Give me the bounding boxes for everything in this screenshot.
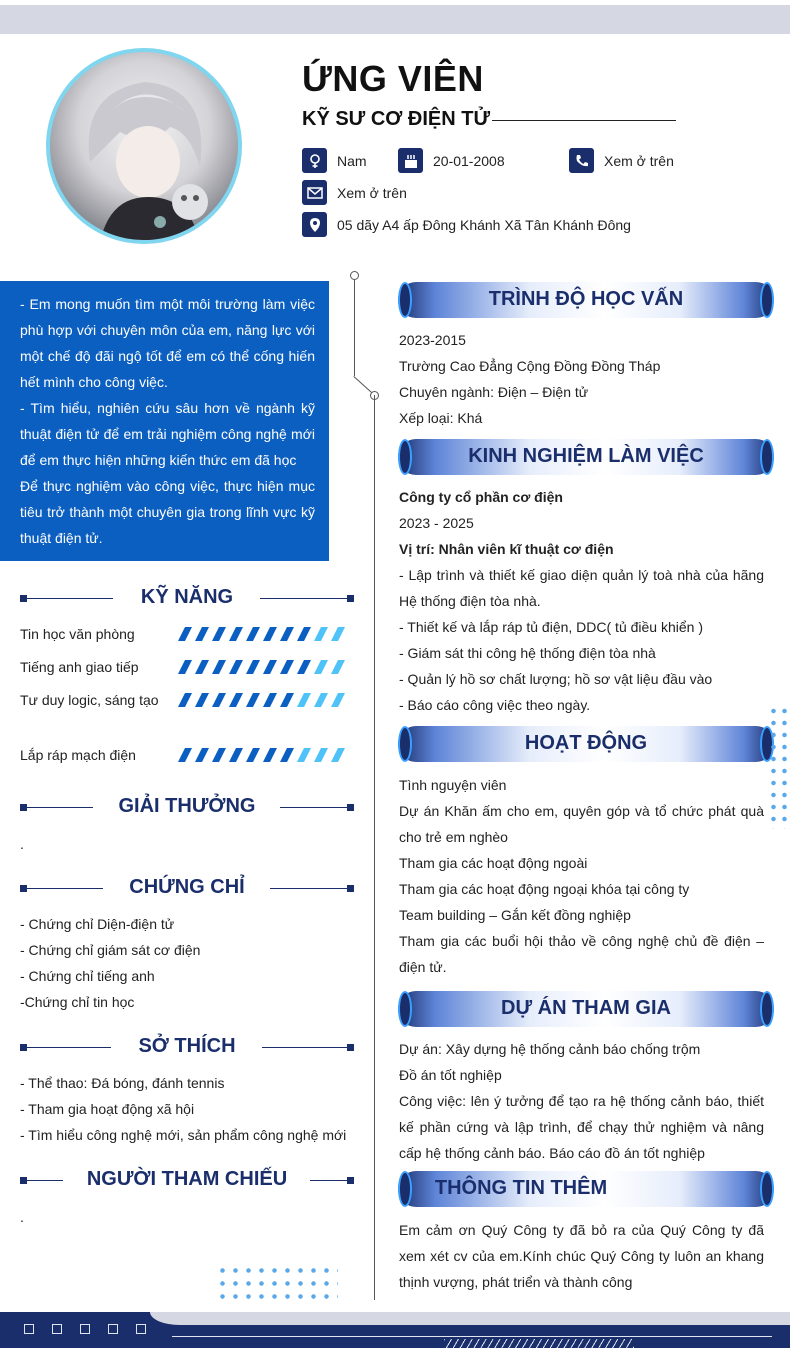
experience-position: Vị trí: Nhân viên kĩ thuật cơ điện [399, 541, 614, 557]
activity-item: Team building – Gắn kết đồng nghiệp [399, 907, 631, 923]
extra-info-title: THÔNG TIN THÊM [434, 1177, 608, 1199]
education-school: Trường Cao Đẳng Cộng Đồng Đồng Tháp [399, 358, 661, 374]
gender-value: Nam [337, 153, 367, 169]
certificate-item: -Chứng chỉ tin học [20, 994, 135, 1010]
hobbies-header [20, 1033, 354, 1063]
objective-paragraph: Để thực nghiệm vào công việc, thực hiện mục tiêu trở thành một chuyên gia trong lĩnh vực kỹ thuật điện tử. [20, 478, 315, 546]
top-band [0, 5, 790, 34]
skill-bar-segment [178, 660, 192, 674]
awards-content: . [20, 836, 24, 852]
email-icon [302, 180, 327, 205]
education-major: Chuyên ngành: Điện – Điện tử [399, 384, 589, 400]
education-grade: Xếp loại: Khá [399, 410, 483, 426]
skill-bar [176, 748, 346, 762]
career-objective [0, 281, 329, 561]
skill-bar-segment [229, 627, 243, 641]
address-value: 05 dãy A4 ấp Đông Khánh Xã Tân Khánh Đông [337, 217, 631, 233]
certificate-item: - Chứng chỉ Diện-điện tử [20, 916, 175, 932]
skill-bar-segment [314, 660, 328, 674]
skill-bar-segment [229, 660, 243, 674]
skill-bar-segment [297, 660, 311, 674]
references-header [20, 1166, 354, 1196]
skill-bar-segment [263, 693, 277, 707]
skills-header [20, 584, 354, 614]
skill-bar-segment [331, 660, 345, 674]
activities-header [398, 726, 774, 762]
skill-bar-segment [314, 627, 328, 641]
experience-task: - Quản lý hồ sơ chất lượng; hồ sơ vật liệu đầu vào [399, 671, 713, 687]
references-content: . [20, 1209, 24, 1225]
project-item: Đồ án tốt nghiệp [399, 1067, 502, 1083]
experience-content [399, 484, 764, 718]
avatar [46, 48, 242, 244]
projects-content [399, 1036, 764, 1166]
skill-name: Tin học văn phòng [20, 626, 135, 642]
references-title: NGƯỜI THAM CHIẾU [86, 1168, 288, 1190]
objective-paragraph: - Tìm hiểu, nghiên cứu sâu hơn về ngành kỹ thuật điện tử để em trải nghiệm công nghệ mới để em thực hiện những kiến thức em đã học [20, 400, 315, 468]
hobby-item: - Thể thao: Đá bóng, đánh tennis [20, 1075, 225, 1091]
footer-square [136, 1324, 146, 1334]
skill-bar-segment [178, 627, 192, 641]
projects-title: DỰ ÁN THAM GIA [501, 997, 671, 1019]
experience-period: 2023 - 2025 [399, 515, 474, 531]
skill-bar-segment [297, 693, 311, 707]
activities-content [399, 772, 764, 980]
skill-bar-segment [280, 627, 294, 641]
skill-bar-segment [246, 627, 260, 641]
candidate-name: ỨNG VIÊN [302, 58, 484, 99]
hobby-item: - Tham gia hoạt động xã hội [20, 1101, 195, 1117]
activity-item: Tham gia các hoạt động ngoài [399, 855, 588, 871]
skill-bar-segment [212, 627, 226, 641]
skill-bar-segment [178, 748, 192, 762]
education-title: TRÌNH ĐỘ HỌC VẤN [488, 288, 684, 310]
skill-name: Lắp ráp mạch điện [20, 747, 136, 763]
activity-item: Tham gia các buổi hội thảo về công nghệ chủ đề điện – điện tử. [399, 933, 764, 975]
experience-task: - Lập trình và thiết kế giao diện quản lý toà nhà của hãng Hệ thống điện tòa nhà. [399, 567, 764, 609]
experience-title: KINH NGHIỆM LÀM VIỆC [468, 445, 704, 467]
awards-title: GIẢI THƯỞNG [118, 795, 256, 817]
skill-bar-segment [280, 660, 294, 674]
extra-info-header [398, 1171, 774, 1207]
skill-bar [176, 627, 346, 641]
skill-bar-segment [263, 627, 277, 641]
skill-bar-segment [331, 627, 345, 641]
skill-bar-segment [212, 660, 226, 674]
skill-bar-segment [331, 748, 345, 762]
activity-item: Dự án Khăn ấm cho em, quyên góp và tổ chức phát quà cho trẻ em nghèo [399, 803, 764, 845]
skill-bar [176, 660, 346, 674]
footer-hatch [444, 1339, 634, 1348]
skill-bar-segment [229, 748, 243, 762]
certificate-item: - Chứng chỉ tiếng anh [20, 968, 155, 984]
location-pin-icon [302, 212, 327, 237]
projects-header [398, 991, 774, 1027]
footer-line [172, 1336, 772, 1337]
experience-company: Công ty cổ phần cơ điện [399, 489, 563, 505]
skill-name: Tư duy logic, sáng tạo [20, 692, 159, 708]
gender-icon [302, 148, 327, 173]
skill-bar-segment [195, 748, 209, 762]
hobby-item: - Tìm hiểu công nghệ mới, sản phẩm công nghệ mới [20, 1127, 347, 1143]
experience-task: - Giám sát thi công hệ thống điện tòa nhà [399, 645, 656, 661]
decorative-dots [216, 1264, 338, 1306]
decorative-dots [768, 705, 790, 829]
footer-square [52, 1324, 62, 1334]
skill-bar-segment [263, 748, 277, 762]
certificates-title: CHỨNG CHỈ [129, 876, 245, 898]
skill-bar-segment [246, 693, 260, 707]
skill-bar [176, 693, 346, 707]
skill-bar-segment [331, 693, 345, 707]
project-item: Công việc: lên ý tưởng để tạo ra hệ thống cảnh báo, thiết kế phần cứng và lập trình, để chạy thử nghiệm và nâng cấp hệ thống cảnh báo. Báo cáo đồ án tốt nghiệp [399, 1093, 764, 1161]
skill-bar-segment [246, 660, 260, 674]
extra-info-content: Em cảm ơn Quý Công ty đã bỏ ra của Quý Công ty đã xem xét cv của em.Kính chúc Quý Công ty luôn an khang thịnh vượng, phát triển và thành công [399, 1222, 764, 1290]
education-content [399, 327, 764, 431]
certificate-item: - Chứng chỉ giám sát cơ điện [20, 942, 201, 958]
skill-bar-segment [297, 748, 311, 762]
timeline-line [354, 279, 355, 376]
experience-task: - Báo cáo công việc theo ngày. [399, 697, 591, 713]
project-item: Dự án: Xây dựng hệ thống cảnh báo chống trộm [399, 1041, 701, 1057]
footer-square [80, 1324, 90, 1334]
birthday-cake-icon [398, 148, 423, 173]
skill-bar-segment [212, 748, 226, 762]
skill-name: Tiếng anh giao tiếp [20, 659, 139, 675]
skill-bar-segment [229, 693, 243, 707]
footer-square [24, 1324, 34, 1334]
hobbies-title: SỞ THÍCH [138, 1035, 236, 1057]
skill-bar-segment [195, 693, 209, 707]
phone-icon [569, 148, 594, 173]
objective-paragraph: - Em mong muốn tìm một môi trường làm việc phù hợp với chuyên môn của em, năng lực với một chế độ đãi ngộ tốt để em có thể cống hiến hết mình cho công việc. [20, 296, 315, 390]
skill-bar-segment [212, 693, 226, 707]
skill-bar-segment [280, 748, 294, 762]
skill-bar-segment [195, 627, 209, 641]
awards-header [20, 793, 354, 823]
job-title-underline [492, 120, 676, 121]
skills-title: KỸ NĂNG [140, 586, 234, 608]
education-period: 2023-2015 [399, 332, 466, 348]
footer-wave [150, 1312, 790, 1325]
activities-title: HOẠT ĐỘNG [524, 732, 648, 754]
footer-square [108, 1324, 118, 1334]
skill-bar-segment [297, 627, 311, 641]
experience-header [398, 439, 774, 475]
certificates-header [20, 874, 354, 904]
skill-bar-segment [314, 748, 328, 762]
activity-item: Tham gia các hoạt động ngoại khóa tại công ty [399, 881, 690, 897]
education-header [398, 282, 774, 318]
skill-bar-segment [195, 660, 209, 674]
activity-item: Tình nguyện viên [399, 777, 507, 793]
skill-bar-segment [263, 660, 277, 674]
phone-value: Xem ở trên [604, 153, 674, 169]
email-value: Xem ở trên [337, 185, 407, 201]
experience-task: - Thiết kế và lắp ráp tủ điện, DDC( tủ điều khiển ) [399, 619, 704, 635]
skill-bar-segment [280, 693, 294, 707]
skill-bar-segment [178, 693, 192, 707]
timeline-line [374, 395, 375, 1300]
skill-bar-segment [314, 693, 328, 707]
skill-bar-segment [246, 748, 260, 762]
job-title: KỸ SƯ CƠ ĐIỆN TỬ [302, 108, 491, 130]
avatar-illustration [50, 52, 238, 240]
birthdate-value: 20-01-2008 [433, 153, 505, 169]
